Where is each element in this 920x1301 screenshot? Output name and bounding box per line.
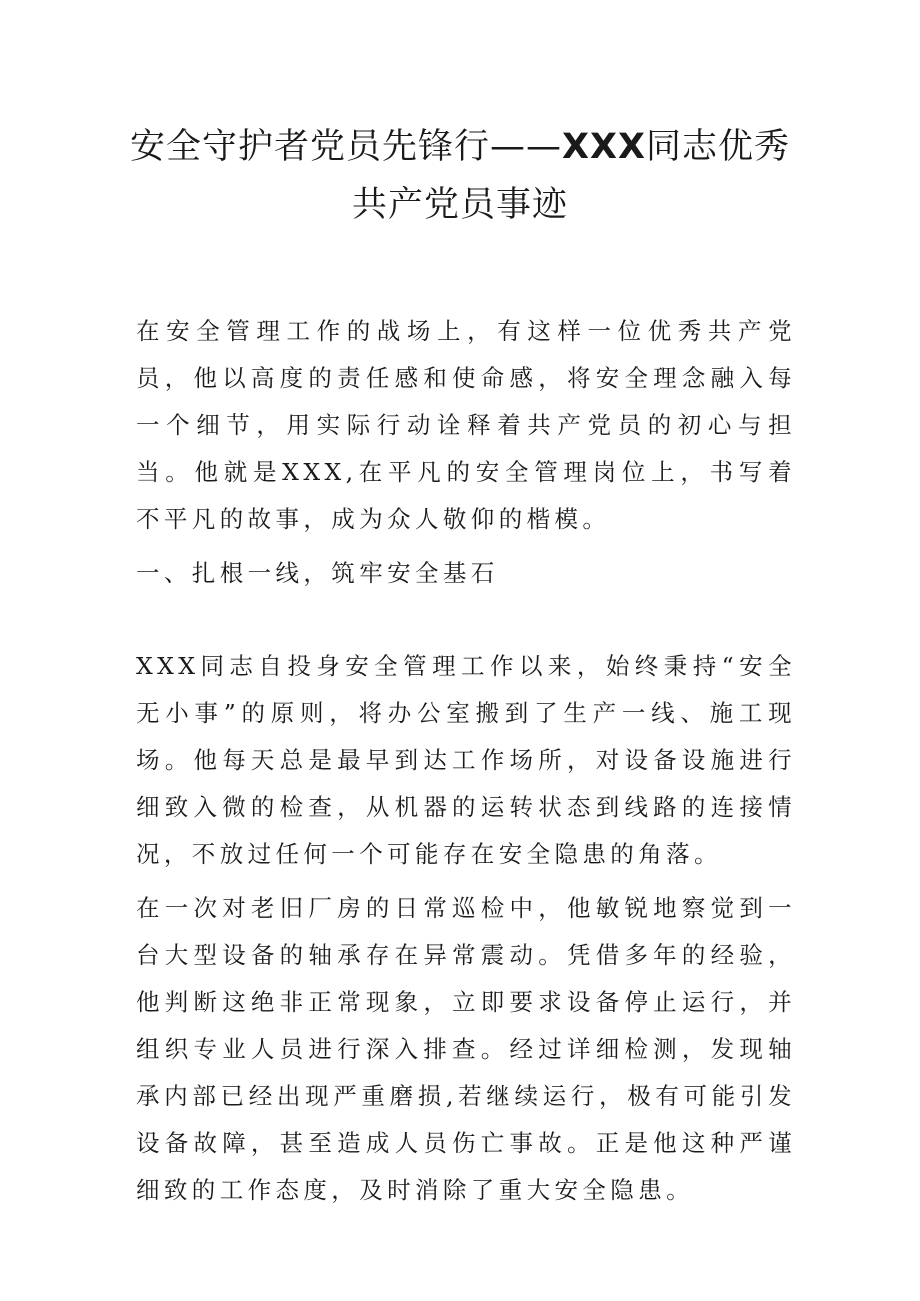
body-paragraph-1: XXX同志自投身安全管理工作以来，始终秉持“安全无小事”的原则，将办公室搬到了生产一线、施工现场。他每天总是最早到达工作场所，对设备设施进行细致入微的检查，从机器的运转状态到线路的连接情况，不放过任何一个可能存在安全隐患的角落。 [136, 652, 796, 868]
body-paragraph-2: 在一次对老旧厂房的日常巡检中，他敏锐地察觉到一台大型设备的轴承存在异常震动。凭借多年的经验，他判断这绝非正常现象，立即要求设备停止运行，并组织专业人员进行深入排查。经过详细检测，发现轴承内部已经出现严重磨损,若继续运行，极有可能引发设备故障，甚至造成人员伤亡事故。正是他这种严谨细致的工作态度，及时消除了重大安全隐患。 [136, 894, 796, 1204]
title-name-placeholder: XXX [562, 127, 646, 167]
section-heading: 一、扎根一线，筑牢安全基石 [136, 559, 499, 587]
title-text-start: 安全守护者党员先锋行—— [130, 127, 563, 167]
title-text-end: 同志优秀共产党员事迹 [351, 127, 790, 225]
intro-paragraph: 在安全管理工作的战场上，有这样一位优秀共产党员，他以高度的责任感和使命感，将安全理念融入每一个细节，用实际行动诠释着共产党员的初心与担当。他就是XXX,在平凡的安全管理岗位上，书写着不平凡的故事，成为众人敬仰的楷模。 [136, 317, 796, 533]
document-title [120, 118, 800, 234]
